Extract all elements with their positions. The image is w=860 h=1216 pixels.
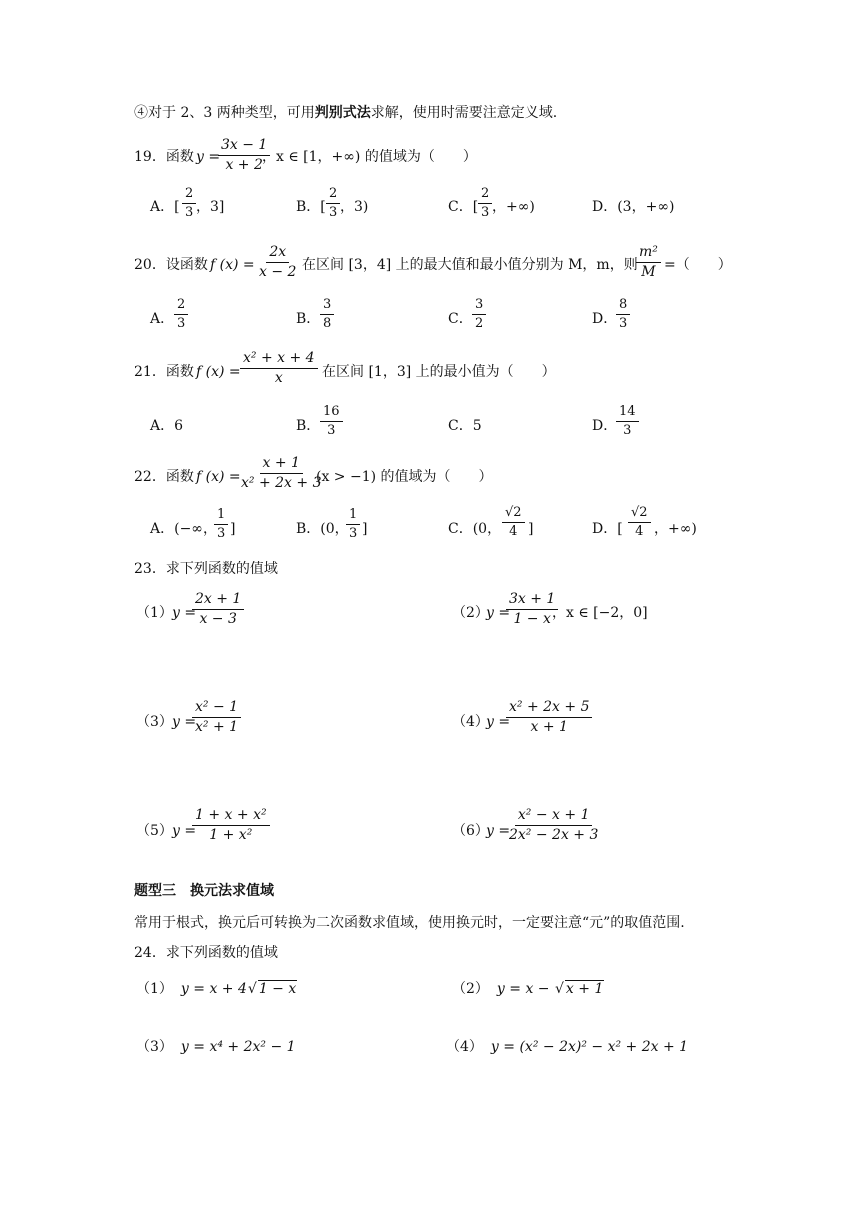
q23-item-1-lhs: y = (172, 605, 197, 621)
q20-option-c-frac: $\frac{3}{2}$ (472, 298, 486, 332)
q19-option-b: B．[ (296, 199, 326, 215)
q22-number: 22．函数 (134, 469, 194, 485)
q21-option-b: B． (296, 418, 321, 434)
intro-note-text: ④对于 2、3 两种类型，可用 (134, 105, 315, 121)
q24-item-4: （4） y = (x² − 2x)² − x² + 2x + 1 (446, 1039, 689, 1055)
q22-option-c-frac: $\frac{√2}{4}$ (502, 506, 525, 540)
q21-option-a: A．6 (150, 418, 184, 434)
q19-frac-num: 3x − 1 (218, 138, 270, 156)
q20-option-a: A． (150, 311, 175, 327)
section3-heading: 题型三 换元法求值域 (134, 883, 274, 899)
q20-mid: 在区间 [3，4] 上的最大值和最小值分别为 M，m，则 (302, 257, 638, 273)
q19-lhs: y = (196, 149, 221, 165)
q20-option-b: B． (296, 311, 321, 327)
q19-option-c: C．[ (448, 199, 479, 215)
q19-option-a-frac: $\frac{2}{3}$ (182, 187, 196, 221)
q23-item-3-frac: $\frac{\text{x² − 1}}{\text{x² + 1}}$ (192, 700, 241, 736)
q23-item-4-lhs: y = (486, 714, 511, 730)
q23-item-5-lhs: y = (172, 823, 197, 839)
q19-option-a: A．[ (150, 199, 180, 215)
q20-ratio: $\frac{\text{m²}}{M}$ (636, 245, 661, 281)
q23-item-6-frac: $\frac{\text{x² − x + 1}}{\text{2x² − 2x + 3}}$ (509, 807, 599, 844)
q22-option-a-tail: ] (230, 521, 236, 537)
intro-note (134, 106, 557, 120)
q19-number: 19．函数 (134, 149, 194, 165)
q20-option-d-frac: $\frac{8}{3}$ (616, 298, 630, 332)
q20-option-d: D． (592, 311, 618, 327)
q19-option-a-tail: ，3] (196, 199, 225, 215)
q21-lhs: f (x) = (196, 364, 241, 380)
q19-frac-den: x + 2 (225, 157, 263, 174)
q20-option-b-frac: $\frac{3}{8}$ (320, 298, 334, 332)
q23-item-4-idx: （4） (452, 714, 489, 730)
q23-title: 23．求下列函数的值域 (134, 561, 278, 577)
q19-cond: ，x ∈ [1，+∞) 的值域为（ ） (262, 149, 477, 165)
q20-option-a-frac: $\frac{2}{3}$ (174, 298, 188, 332)
q23-item-5-frac: $\frac{\text{1 + x + x²}}{\text{1 + x²}}$ (192, 808, 270, 844)
q22-option-b-frac: $\frac{1}{3}$ (346, 508, 360, 542)
intro-note-bold: 判别式法 (314, 105, 371, 121)
q23-item-6-idx: （6） (452, 823, 489, 839)
q22-option-c-tail: ] (528, 521, 534, 537)
section3-desc: 常用于根式，换元后可转换为二次函数求值域，使用换元时，一定要注意“元”的取值范围. (134, 915, 685, 931)
q21-option-d-frac: $\frac{14}{3}$ (616, 405, 639, 439)
q23-item-5-idx: （5） (136, 823, 173, 839)
q22-option-b-tail: ] (362, 521, 368, 537)
q20-number: 20．设函数 (134, 257, 208, 273)
q24-item-2: （2） y = x − √ x + 1 (452, 981, 604, 997)
q19-option-c-frac: $\frac{2}{3}$ (478, 187, 492, 221)
q21-tail: 在区间 [1，3] 上的最小值为（ ） (322, 364, 556, 380)
q21-fraction: $\frac{\text{x² + x + 4}}{x}$ (240, 351, 318, 387)
q24-item-2-radicand: x + 1 (565, 981, 604, 997)
q22-fraction: $\frac{x + 1}{\text{x² + 2x + 3}}$ (241, 455, 322, 492)
intro-note-tail: 求解，使用时需要注意定义域. (370, 105, 558, 121)
q24-item-1-radicand: 1 − x (258, 981, 297, 997)
q24-item-1: （1） y = x + 4√ 1 − x (136, 981, 297, 997)
q22-option-c: C．(0， (448, 521, 502, 537)
q22-option-d-frac: $\frac{√2}{4}$ (628, 506, 651, 540)
q23-item-4-frac: $\frac{\text{x² + 2x + 5}}{x + 1}$ (506, 700, 592, 736)
q22-option-b: B．(0， (296, 521, 349, 537)
q23-item-1-frac: $\frac{2x + 1}{x - 3}$ (192, 592, 244, 628)
q20-option-c: C． (448, 311, 473, 327)
q19-option-b-tail: ，3) (340, 199, 369, 215)
q21-option-d: D． (592, 418, 618, 434)
q23-item-3-idx: （3） (136, 714, 173, 730)
q20-tail: =（ ） (664, 257, 732, 273)
q19-option-c-tail: ，+∞) (492, 199, 535, 215)
q23-item-3-lhs: y = (172, 714, 197, 730)
q21-option-c: C．5 (448, 418, 482, 434)
q19-option-b-frac: $\frac{2}{3}$ (326, 187, 340, 221)
q21-number: 21．函数 (134, 364, 194, 380)
q19-option-d: D．(3，+∞) (592, 199, 675, 215)
q23-item-6-lhs: y = (486, 823, 511, 839)
q22-tail: (x > −1) 的值域为（ ） (316, 469, 493, 485)
q23-item-2-tail: ，x ∈ [−2，0] (552, 605, 648, 621)
q23-item-2-frac: $\frac{3x + 1}{1 - x}$ (506, 592, 558, 628)
q24-item-3: （3） y = x⁴ + 2x² − 1 (136, 1039, 296, 1055)
q23-item-1-idx: （1） (136, 605, 173, 621)
q22-option-d-tail: ，+∞) (654, 521, 697, 537)
q20-fraction: $\frac{2x}{x - 2}$ (259, 244, 297, 281)
q22-option-a-frac: $\frac{1}{3}$ (214, 508, 228, 542)
q22-option-a: A．(−∞， (150, 521, 217, 537)
q22-lhs: f (x) = (196, 469, 241, 485)
q23-item-2-lhs: y = (486, 605, 511, 621)
q21-option-b-frac: $\frac{16}{3}$ (320, 405, 343, 439)
q24-title: 24．求下列函数的值域 (134, 945, 278, 961)
q23-item-2-idx: （2） (452, 605, 489, 621)
q22-option-d: D．[ (592, 521, 623, 537)
q20-lhs: f (x) = (210, 257, 255, 273)
